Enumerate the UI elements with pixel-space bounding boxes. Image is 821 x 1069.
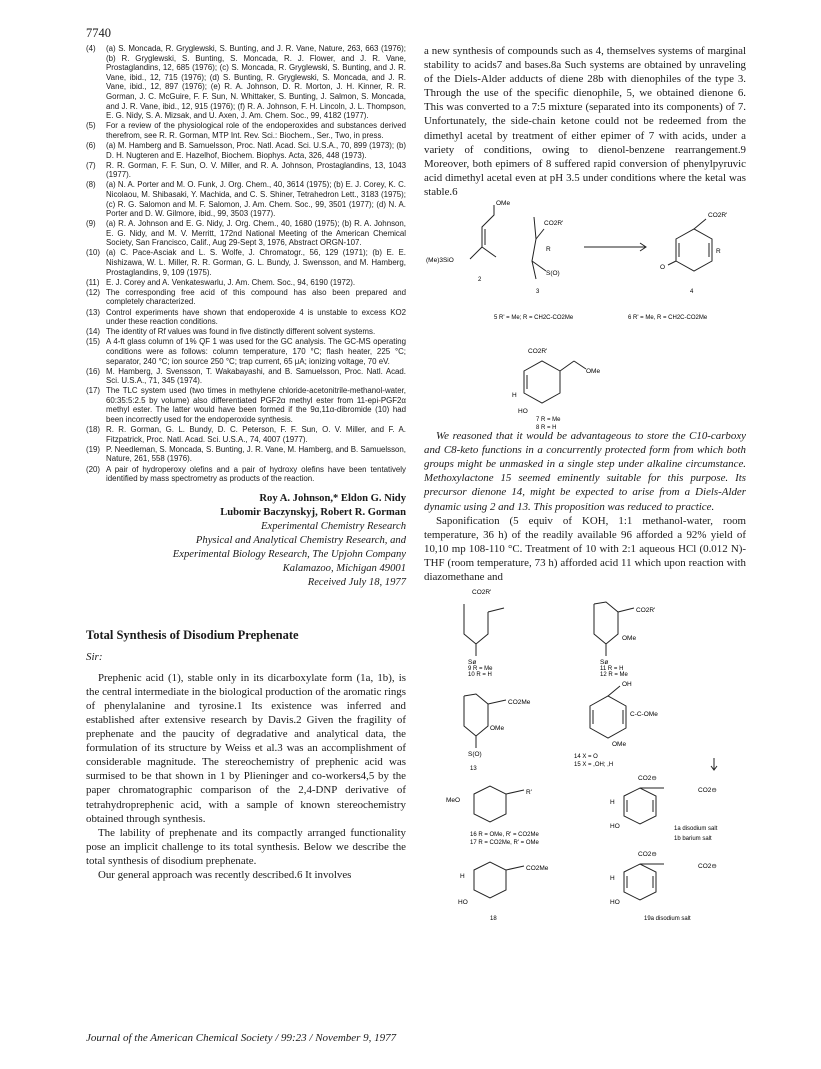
affiliation: Physical and Analytical Chemistry Research, and <box>195 534 406 546</box>
body-paragraph: Our general approach was recently described.6 It involves <box>98 869 352 882</box>
reference-number: (11) <box>86 277 100 287</box>
reference-number: (15) <box>86 337 101 347</box>
body-paragraph: The lability of prephenate and its compactly arranged functionality pose an implicit challenge to its total synthesis. Below we describe the total synthesis of disodium prephenate. <box>86 826 406 867</box>
reference-number: (9) <box>86 219 96 229</box>
reference-text: E. J. Corey and A. Venkateswarlu, J. Am. Chem. Soc., 94, 6190 (1972). <box>106 277 356 287</box>
reference-number: (18) <box>86 425 101 435</box>
carboxylate-label: CO2⊖ <box>638 775 657 783</box>
reference-item <box>86 327 406 337</box>
reference-text: For a review of the physiological role of the endoperoxides and substances derived therefrom, see R. R. Gorman, MTP Int. Rev. Sci.: Biochem., Ser., Two, in press. <box>106 121 406 140</box>
r-group-label: R' <box>526 789 532 797</box>
ester-label: CO2R' <box>636 607 656 615</box>
reaction-scheme-diels-alder <box>424 199 746 341</box>
reference-item <box>86 141 406 160</box>
methoxy-label: OMe <box>586 368 601 376</box>
body-text: We reasoned that it would be advantageous to store the C10-carboxy and C8-keto functions in a concurrently protected form from which both groups might be unmasked in a single step under alkaline circumstance. Methoxylactone 15 seemed eminently suitable for this purpose. Its precursor dienone 14, might be expected to arise from a Diels-Alder dynamic using 2 and 13. This proposition was reduced to practice. <box>424 430 746 513</box>
reference-text: (a) M. Hamberg and B. Samuelsson, Proc. Natl. Acad. Sci. U.S.A., 70, 899 (1973); (b) D. H. Nugteren and E. Hazelhof, Biochem. Biophys. Acta, 326, 448 (1973). <box>106 140 406 160</box>
reference-text: A 4-ft glass column of 1% QF 1 was used for the GC analysis. The GC-MS operating conditions were as follows: column temperature, 170 °C; flash heater, 225 °C; separator, 240 °C; ion source 250 °C; trap current, 65 μA; ionizing voltage, 70 eV. <box>106 337 406 366</box>
ester-label: CO2R' <box>544 220 564 228</box>
reference-item <box>86 44 406 121</box>
compound-label: 7 R = Me <box>536 417 561 424</box>
structure-11-12 <box>594 602 655 676</box>
body-paragraph: a new synthesis of compounds such as 4, themselves systems of marginal stability to acids7 and bases.8a Such systems are obtained by unraveling of the Diels-Alder adducts of diene 28b with dienophiles of the type 3. Through the use of the specific dienophile, 5, we obtained dienone 6. This was converted to a 7:5 mixture (separated into its components) of 7. Unfortunately, the side-chain ketone could not be redeemed from the dimethyl acetal by treatment of either epimer of 7 with acids, under a variety of conditions, owing to dienol-benzene rearrangement.9 Moreover, both epimers of 8 suffered rapid conversion of phenylpyruvic acid dimethyl acetal even at pH 3.5 under conditions where the ketal was stable.6 <box>424 45 746 198</box>
reference-number: (5) <box>86 121 96 131</box>
ester-label: CO2Me <box>526 865 549 873</box>
carboxylate-label: CO2⊖ <box>698 863 717 871</box>
phenylseleno-label: Sø <box>600 659 609 667</box>
sulfoxide-label: S(O) <box>546 270 560 278</box>
author-signature <box>86 492 406 590</box>
reference-item <box>86 465 406 484</box>
oxo-label: O <box>660 264 666 272</box>
hydrogen-label: H <box>460 873 465 881</box>
salutation: Sir: <box>86 650 103 663</box>
diene-2-structure <box>426 200 510 283</box>
received-date: Received July 18, 1977 <box>307 576 406 588</box>
structure-9-10 <box>464 589 504 676</box>
prephenate-1-structure <box>610 775 718 842</box>
compound-label: 11 R = H <box>600 666 624 673</box>
compound-label: 1b barium salt <box>674 836 712 843</box>
reference-number: (4) <box>86 44 96 53</box>
compound-label: 16 R = OMe, R' = CO2Me <box>470 832 539 839</box>
author-names: Lubomir Baczynskyj, Robert R. Gorman <box>220 506 406 518</box>
reference-list <box>86 44 406 484</box>
hydroxy-label: HO <box>458 899 468 907</box>
structure-18 <box>458 862 549 922</box>
hydrogen-label: H <box>610 875 615 883</box>
r-group-label: R <box>716 248 721 256</box>
compound-label: 15 X = ,OH; ,H <box>574 762 614 769</box>
reference-text: P. Needleman, S. Moncada, S. Bunting, J. R. Vane, M. Hamberg, and B. Samuelsson, Nature, 261, 558 (1976). <box>106 444 406 464</box>
reference-number: (13) <box>86 307 101 317</box>
silyloxy-label: (Me)3SiO <box>426 257 454 265</box>
reference-number: (16) <box>86 366 101 376</box>
compound-label: 10 R = H <box>468 672 492 677</box>
reference-number: (12) <box>86 287 101 297</box>
reference-number: (14) <box>86 327 101 337</box>
dienophile-3-structure <box>494 217 574 321</box>
body-paragraph <box>424 429 746 514</box>
hydroxy-label: OH <box>622 681 632 689</box>
reference-text: Control experiments have shown that endoperoxide 4 is unstable to excess KO2 under these reaction conditions. <box>106 307 406 327</box>
compound-label: 17 R = CO2Me, R' = OMe <box>470 840 539 847</box>
affiliation: Experimental Chemistry Research <box>261 520 406 532</box>
ester-label: C-C-OMe <box>630 711 658 719</box>
reference-number: (6) <box>86 140 96 150</box>
reference-text: R. R. Gorman, G. L. Bundy, D. C. Peterson, F. F. Sun, O. V. Miller, and F. A. Fitzpatrick, Proc. Natl. Acad. Sci. U.S.A., 74, 4007 (1977). <box>106 425 406 444</box>
reference-number: (7) <box>86 160 96 170</box>
ester-label: CO2Me <box>508 699 531 707</box>
ester-label: CO2R' <box>528 348 548 356</box>
reference-item <box>86 219 406 248</box>
structures-16-17-1 <box>424 772 746 848</box>
compound-label: 4 <box>690 289 694 296</box>
reference-item <box>86 180 406 218</box>
author-names: Roy A. Johnson,* Eldon G. Nidy <box>259 492 406 504</box>
right-column <box>424 44 746 926</box>
structures-18-19 <box>424 848 746 926</box>
compound-label: 18 <box>490 916 497 923</box>
reference-number: (20) <box>86 464 101 474</box>
phenylseleno-label: Sø <box>468 659 477 667</box>
reference-text: R. R. Gorman, F. F. Sun, O. V. Miller, and R. A. Johnson, Prostaglandins, 13, 1043 (1977). <box>106 160 406 180</box>
compound-label: 3 <box>536 289 540 296</box>
reaction-arrow <box>584 243 646 251</box>
compound-label: 19a disodium salt <box>644 916 691 923</box>
reference-item <box>86 288 406 307</box>
reference-item <box>86 367 406 386</box>
affiliation: Experimental Biology Research, The Upjohn Company <box>172 548 406 560</box>
reference-item <box>86 121 406 140</box>
reference-number: (17) <box>86 386 101 396</box>
reference-item <box>86 445 406 464</box>
carboxylate-label: CO2⊖ <box>638 851 657 859</box>
compound-label: 14 X = O <box>574 754 598 761</box>
structure-19 <box>610 851 717 922</box>
reference-text: A pair of hydroperoxy olefins and a pair of hydroxy olefins have been tentatively identified by mass spectrometry as products of the reaction. <box>106 464 406 484</box>
structure-16-17 <box>446 786 539 846</box>
page-number: 7740 <box>86 26 111 40</box>
reference-text: M. Hamberg, J. Svensson, T. Wakabayashi, and B. Samuelsson, Proc. Natl. Acad. Sci. U.S.A., 71, 345 (1974). <box>106 366 406 386</box>
reference-item <box>86 386 406 424</box>
compound-label: 13 <box>470 766 477 773</box>
reference-text: The corresponding free acid of this compound has also been prepared and completely characterized. <box>106 287 406 307</box>
structures-9-12 <box>424 584 746 676</box>
reference-number: (8) <box>86 180 96 190</box>
reference-item <box>86 308 406 327</box>
reference-number: (19) <box>86 444 101 454</box>
journal-footer: Journal of the American Chemical Society / 99:23 / November 9, 1977 <box>86 1032 397 1044</box>
compound-label: 12 R = Me <box>600 672 628 677</box>
compound-label: 9 R = Me <box>468 666 493 673</box>
reference-text: (a) N. A. Porter and M. O. Funk, J. Org. Chem., 40, 3614 (1975); (b) E. J. Corey, K. C. Nicolaou, M. Shibasaki, Y. Machida, and C. S. Shiner, Tetrahedron Lett., 3183 (1975); (c) R. G. Salomon and M. F. Salomon, J. Am. Chem. Soc., 99, 3501 (1977); (d) N. A. Porter and D. W. Gilmore, ibid., 99, 3503 (1977). <box>106 180 406 219</box>
compound-label: 1a disodium salt <box>674 826 718 833</box>
structure-7-8 <box>424 341 746 429</box>
hydrogen-label: H <box>610 799 615 807</box>
reference-item <box>86 425 406 444</box>
hydrogen-label: H <box>512 392 517 400</box>
structure-14-15 <box>574 681 717 770</box>
affiliation: Kalamazoo, Michigan 49001 <box>282 562 406 574</box>
methoxy-label: OMe <box>612 741 627 749</box>
hydroxy-label: HO <box>610 823 620 831</box>
ester-label: CO2R' <box>472 589 492 597</box>
reference-item <box>86 161 406 180</box>
reference-text: (a) C. Pace-Asciak and L. S. Wolfe, J. Chromatogr., 56, 129 (1971); (b) E. E. Nishizawa, W. L. Miller, R. R. Gorman, G. L. Bundy, J. Swensson, and M. Hamberg, Prostaglandins, 9, 109 (1975). <box>106 248 406 277</box>
r-group-label: R <box>546 246 551 254</box>
structure-13 <box>464 694 531 772</box>
body-paragraph: Prephenic acid (1), stable only in its dicarboxylate form (1a, 1b), is the central intermediate in the biological production of the aromatic rings of phenylalanine and tyrosine.1 Its existence was inferred and established after extensive research by Davis.2 Given the fragility of prephenate and the paucity of degradative and analytical data, the formulation of its structure by Weiss et al.3 was an accomplishment of considerable magnitude. The stereochemistry of prephenic acid was surmised to be that shown in 1 by Plieninger and co-workers4,5 by the paper chromatographic comparison of the 2,4-DNP derivative of tetrahydroprephenic acid, with a sample of known stereochemistry obtained through synthesis. <box>86 671 406 825</box>
body-paragraph: Saponification (5 equiv of KOH, 1:1 methanol-water, room temperature, 36 h) of the readily available 96 afforded a 92% yield of 10,10 mp 108-110 °C. Treatment of 10 with 2:1 aqueous HCl (0.012 N)-THF (room temperature, 73 h) afforded acid 11 which upon reaction with diazomethane and <box>424 514 746 583</box>
reference-number: (10) <box>86 248 101 258</box>
methoxy-label: MeO <box>446 797 461 805</box>
reference-text: The identity of Rf values was found in five distinctly different solvent systems. <box>106 327 376 337</box>
hydroxy-label: HO <box>610 899 620 907</box>
reference-text: (a) S. Moncada, R. Gryglewski, S. Bunting, and J. R. Vane, Nature, 263, 663 (1976); (b) R. Gryglewski, S. Bunting, S. Moncada, R. J. Flower, and J. R. Vane, Prostaglandins, 12, 685 (1976); (c) S. Moncada, R. Gryglewski, S. Bunting, and J. R. Vane, ibid., 12, 715 (1976); (d) S. Bunting, R. Gryglewski, S. Moncada, and J. R. Vane, ibid., 12, 897 (1976); (e) R. A. Johnson, D. R. Morton, J. H. Kinner, R. R. Gorman, J. C. McGuire, F. F. Sun, N. Whittaker, S. Bunting, J. Salmon, S. Moncada, and J. R. Vane, ibid., 12, 915 (1976); (f) R. A. Johnson, F. H. Lincoln, J. L. Thompson, E. G. Nidy, S. A. Mizsak, and U. Axen, J. Am. Chem. Soc., 99, 4182 (1977). <box>106 44 406 121</box>
ester-label: CO2R' <box>708 212 728 220</box>
compound-label: 5 R' = Me; R = CH2C-CO2Me <box>494 315 574 322</box>
reference-item <box>86 248 406 277</box>
hydroxy-label: HO <box>518 408 528 416</box>
compound-label: 2 <box>478 277 482 284</box>
reference-text: The TLC system used (two times in methylene chloride-acetonitrile-methanol-water, 60:35:5:2.5 by volume) also differentiated PGF2α methyl ester from 11-epi-PGF2α methyl ester. The latter would have been formed if the 9α,11α-dibromide (10) had been incorrectly used for the endoperoxide synthesis. <box>106 386 406 425</box>
compound-label: 8 R = H <box>536 425 557 430</box>
reference-text: (a) R. A. Johnson and E. G. Nidy, J. Org. Chem., 40, 1680 (1975); (b) R. A. Johnson, E. G. Nidy, and M. V. Merritt, 172nd National Meeting of the American Chemical Society, San Francisco, Calif., Aug 29-Sept 3, 1976, Abstract ORGN-107. <box>106 219 406 248</box>
carboxylate-label: CO2⊖ <box>698 787 717 795</box>
reference-item <box>86 337 406 366</box>
compound-label: 6 R' = Me, R = CH2C-CO2Me <box>628 315 708 322</box>
dienone-4-structure <box>628 212 727 321</box>
left-column <box>86 44 406 882</box>
article-title: Total Synthesis of Disodium Prephenate <box>86 627 299 642</box>
sulfoxide-label: S(O) <box>468 751 482 759</box>
methoxy-label: OMe <box>622 635 637 643</box>
reference-item <box>86 278 406 288</box>
structures-13-15 <box>424 676 746 772</box>
methoxy-label: OMe <box>496 200 511 208</box>
methoxy-label: OMe <box>490 725 505 733</box>
